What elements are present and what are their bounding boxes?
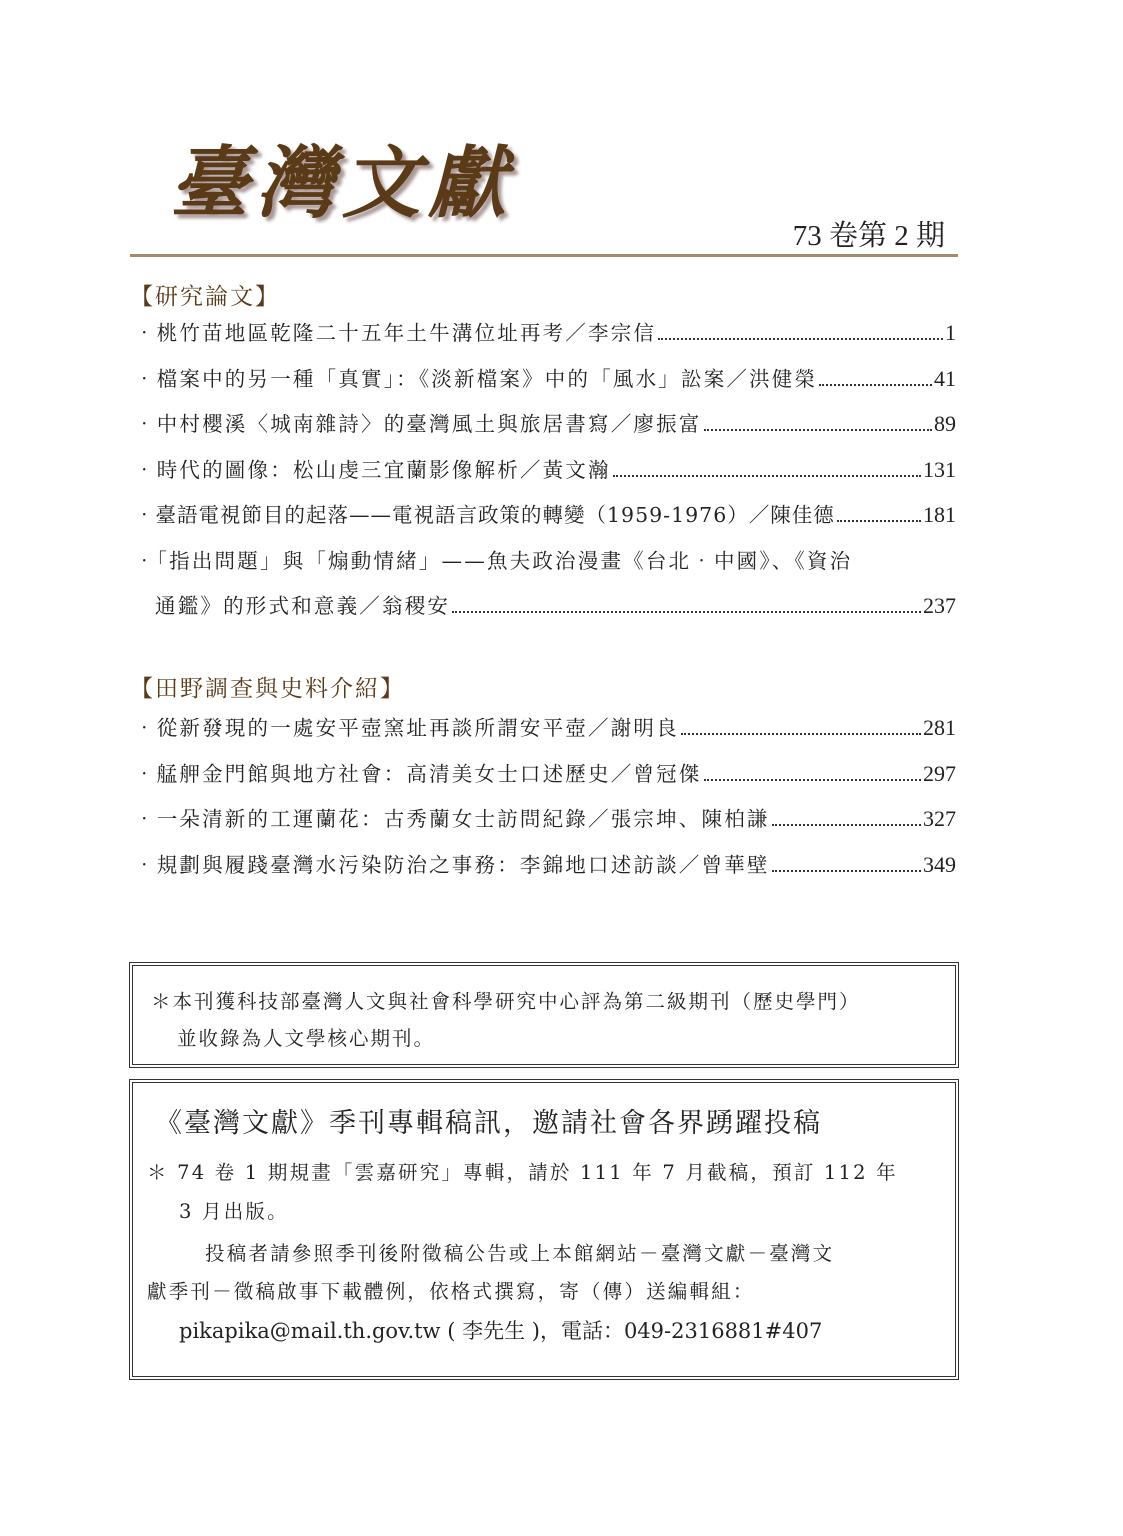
cfp-line: ＊ 74 卷 1 期規畫「雲嘉研究」專輯，請於 111 年 7 月截稿，預訂 112 年 [147, 1161, 898, 1184]
toc-entry-continued[interactable] [134, 589, 956, 635]
toc-entry[interactable] [134, 757, 956, 803]
dot-leader [772, 823, 921, 826]
toc-entry[interactable] [134, 802, 956, 848]
toc-entry[interactable] [134, 453, 956, 499]
entry-page: 349 [923, 851, 956, 877]
dot-leader [704, 778, 922, 781]
toc-entry[interactable] [134, 316, 956, 362]
toc-research [134, 316, 956, 635]
dot-leader [704, 428, 933, 431]
cfp-line: 獻季刊－徵稿啟事下載體例，依格式撰寫，寄（傳）送編輯組： [147, 1280, 755, 1303]
notice-line: ＊本刊獲科技部臺灣人文與社會科學研究中心評為第二級期刊（歷史學門） [151, 990, 861, 1013]
journal-logo: 臺灣文獻 [170, 138, 515, 229]
call-for-papers-box [129, 1079, 959, 1380]
entry-title: ‧規劃與履踐臺灣水污染防治之事務：李錦地口述訪談／曾華壁 [134, 852, 770, 877]
dot-leader [681, 732, 921, 735]
entry-page: 89 [934, 411, 956, 436]
toc-entry[interactable] [134, 711, 956, 757]
section-heading-fieldwork: 【田野調查與史料介紹】 [130, 676, 405, 702]
dot-leader [658, 337, 943, 340]
issue-number: 73 卷第 2 期 [792, 220, 945, 252]
entry-title: ‧檔案中的另一種「真實」：《淡新檔案》中的「風水」訟案／洪健榮 [134, 366, 818, 391]
entry-title: ‧艋舺金門館與地方社會：高清美女士口述歷史／曾冠傑 [134, 761, 702, 786]
dot-leader [613, 474, 921, 477]
notice-line: 並收錄為人文學核心期刊。 [177, 1027, 436, 1050]
section-heading-research: 【研究論文】 [130, 284, 280, 310]
toc-entry[interactable] [134, 407, 956, 453]
entry-title: ‧桃竹苗地區乾隆二十五年土牛溝位址再考／李宗信 [134, 321, 657, 345]
entry-title: ‧中村櫻溪〈城南雜詩〉的臺灣風土與旅居書寫／廖振富 [134, 412, 702, 436]
entry-page: 297 [923, 760, 956, 786]
entry-page: 281 [923, 715, 956, 740]
toc-entry[interactable] [134, 848, 956, 894]
entry-page: 181 [923, 502, 956, 527]
dot-leader [772, 869, 921, 872]
notice-box [129, 962, 959, 1068]
toc-fieldwork [134, 711, 956, 893]
toc-entry[interactable] [134, 498, 956, 544]
entry-title: ‧從新發現的一處安平壺窯址再談所謂安平壺／謝明良 [134, 716, 679, 740]
header-divider [130, 254, 958, 257]
entry-page: 1 [945, 320, 956, 345]
entry-title: ‧臺語電視節目的起落——電視語言政策的轉變（1959-1976）／陳佳德 [134, 503, 835, 527]
dot-leader [452, 610, 921, 613]
entry-title: ‧時代的圖像：松山虔三宜蘭影像解析／黃文瀚 [134, 457, 611, 482]
dot-leader [819, 383, 932, 386]
cfp-line: 3 月出版。 [179, 1200, 289, 1223]
cfp-line: 投稿者請參照季刊後附徵稿公告或上本館網站－臺灣文獻－臺灣文 [205, 1242, 835, 1265]
entry-page: 237 [923, 593, 956, 618]
toc-entry[interactable] [134, 544, 956, 590]
entry-title: ‧「指出問題」與「煽動情緒」——魚夫政治漫畫《台北‧中國》、《資治 [134, 548, 853, 573]
entry-title: ‧一朵清新的工運蘭花：古秀蘭女士訪問紀錄／張宗坤、陳柏謙 [134, 807, 770, 831]
entry-title-continued: 通鑑》的形式和意義／翁稷安 [155, 594, 451, 618]
cfp-contact[interactable]: pikapika@mail.th.gov.tw ( 李先生 )，電話：049-2316881#407 [179, 1319, 823, 1343]
dot-leader [837, 519, 921, 522]
entry-page: 131 [923, 456, 956, 482]
call-for-papers-title: 《臺灣文獻》季刊專輯稿訊，邀請社會各界踴躍投稿 [155, 1108, 822, 1139]
entry-page: 41 [934, 365, 956, 391]
entry-page: 327 [923, 806, 956, 831]
toc-entry[interactable] [134, 362, 956, 408]
